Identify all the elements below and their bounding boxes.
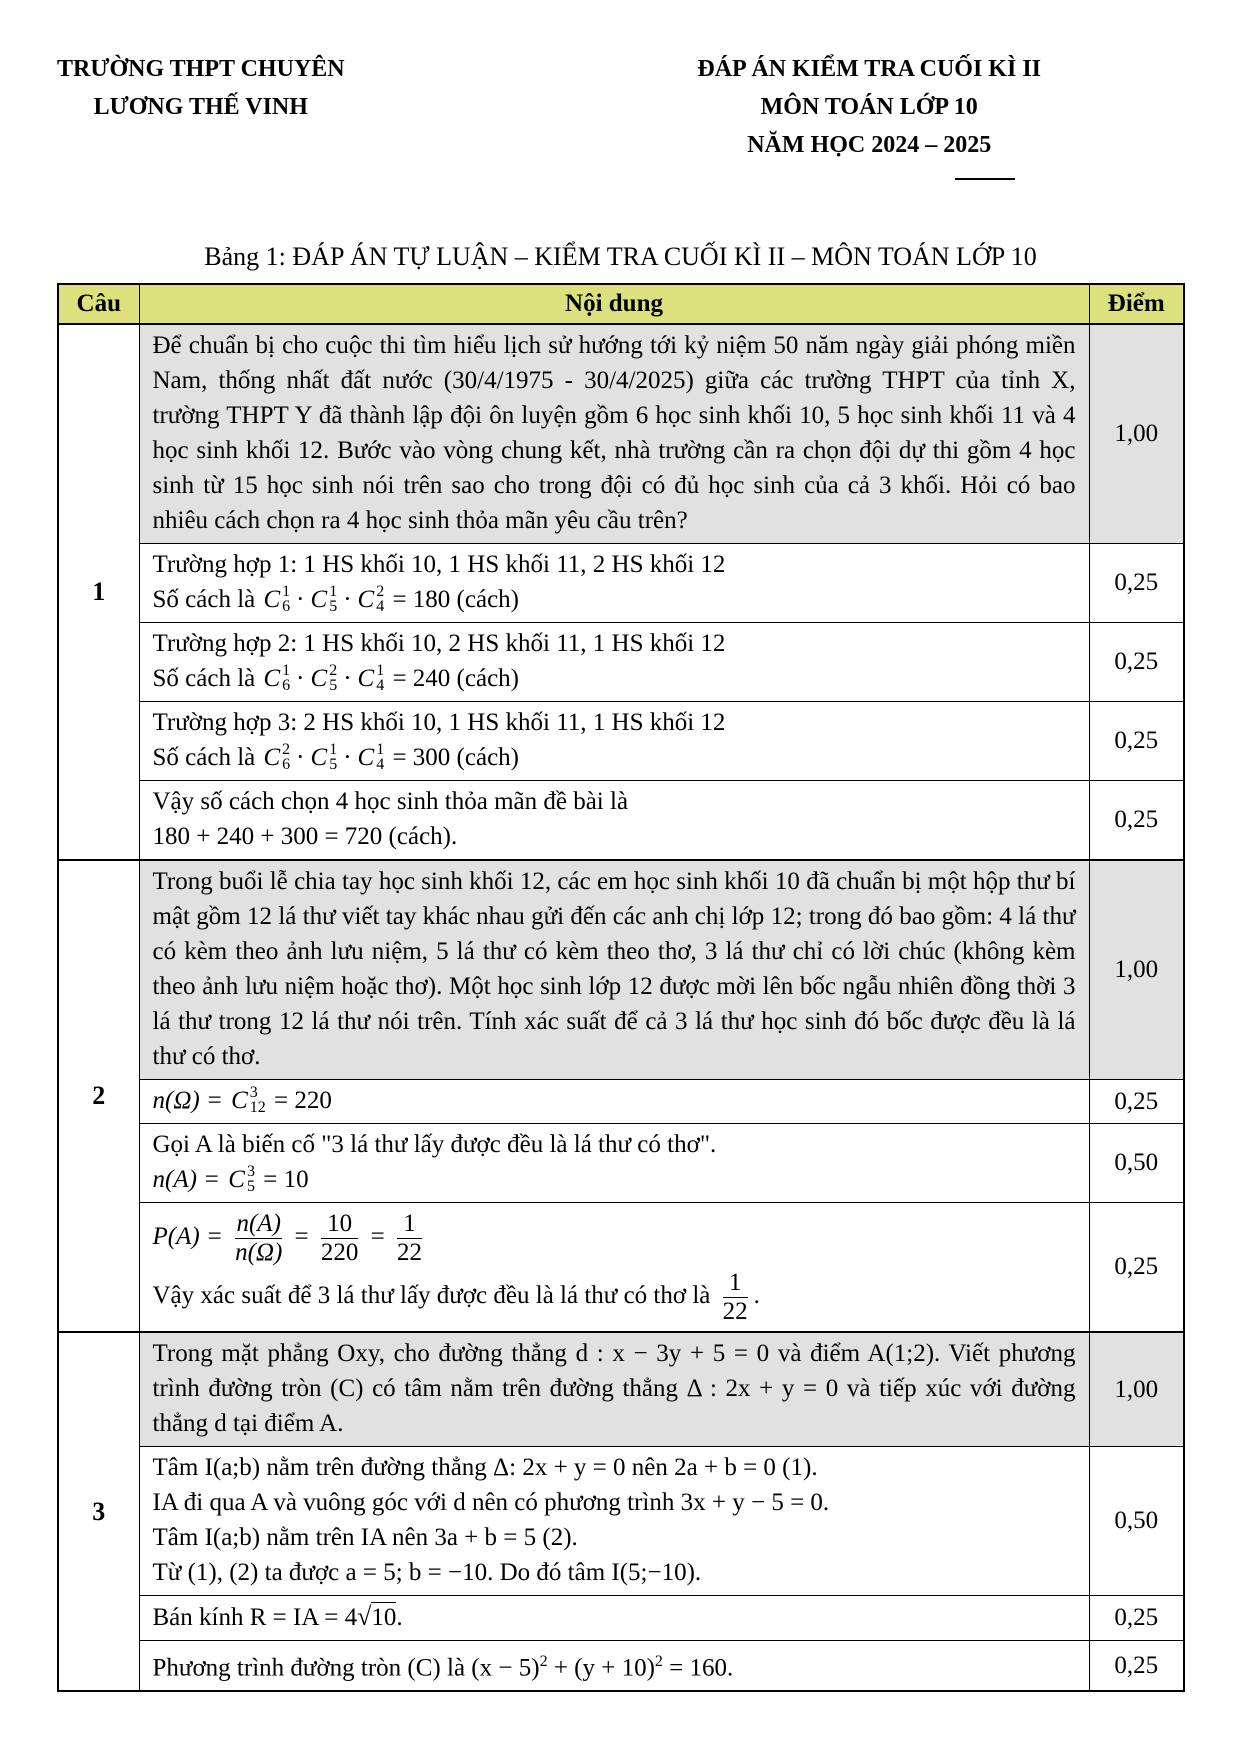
table-row <box>58 1124 1184 1203</box>
multiplication-dot: · <box>343 744 352 771</box>
case-1-points: 0,25 <box>1089 544 1184 623</box>
question-2-statement: Trong buổi lễ chia tay học sinh khối 12, các em học sinh khối 10 đã chuẩn bị một hộp thư bí mật gồm 12 lá thư viết tay khác nhau gửi đến các anh chị lớp 12; trong đó bao gồm: 4 lá thư có kèm theo ảnh lưu niệm, 5 lá thư có kèm theo thơ, 3 lá thư chỉ có lời chúc (không kèm theo ảnh lưu niệm hoặc thơ). Một học sinh lớp 12 được mời lên bốc ngẫu nhiên đồng thời 3 lá thư trong 12 lá thư nói trên. Tính xác suất để cả 3 lá thư học sinh đó bốc được đều là lá thư có thơ. <box>139 860 1089 1080</box>
work-line2: IA đi qua A và vuông góc với d nên có phương trình 3x + y − 5 = 0. <box>152 1489 830 1516</box>
question-1-case-2 <box>139 623 1089 702</box>
eventA-definition: Gọi A là biến cố "3 lá thư lấy được đều là lá thư có thơ". <box>152 1131 717 1158</box>
question-3-number: 3 <box>58 1332 139 1691</box>
question-2-group <box>58 860 1184 1332</box>
conclusion-points: 0,25 <box>1089 781 1184 861</box>
superscript: 2 <box>329 661 338 679</box>
case-1-title: Trường hợp 1: 1 HS khối 10, 1 HS khối 11, 2 HS khối 12 <box>152 551 726 578</box>
subscript: 6 <box>282 597 291 615</box>
question-2-probability-row <box>139 1203 1089 1333</box>
subscript: 4 <box>376 597 385 615</box>
superscript: 1 <box>329 582 338 600</box>
combination-symbol <box>263 661 290 696</box>
circle-equation-mid: + (y + 10) <box>547 1654 655 1682</box>
equals-sign: = <box>370 1223 385 1251</box>
question-1-group <box>58 324 1184 860</box>
question-3-circle-row <box>139 1641 1089 1692</box>
col-header-content: Nội dung <box>139 284 1089 324</box>
combination-letter: C <box>357 665 375 692</box>
period: . <box>396 1604 403 1631</box>
case-3-title: Trường hợp 3: 2 HS khối 10, 1 HS khối 11, 1 HS khối 12 <box>152 709 726 736</box>
subscript: 5 <box>246 1177 255 1195</box>
question-2-number: 2 <box>58 860 139 1332</box>
work-line3: Tâm I(a;b) nằm trên IA nên 3a + b = 5 (2). <box>152 1524 578 1551</box>
table-caption: Bảng 1: ĐÁP ÁN TỰ LUẬN – KIỂM TRA CUỐI KÌ II – MÔN TOÁN LỚP 10 <box>204 242 1037 271</box>
combination-letter: C <box>231 1087 248 1114</box>
combination-symbol <box>358 582 385 617</box>
circle-equation-post: = 160. <box>662 1654 734 1682</box>
numerator: 10 <box>327 1210 353 1237</box>
radius-points: 0,25 <box>1089 1596 1184 1641</box>
superscript: 2 <box>539 1653 548 1670</box>
question-2-omega-row <box>139 1080 1089 1124</box>
multiplication-dot: · <box>296 586 305 613</box>
subscript: 5 <box>329 597 338 615</box>
table-row <box>58 1596 1184 1641</box>
formula-lhs: P(A) = <box>152 1223 223 1251</box>
combination-symbol <box>311 582 338 617</box>
conclusion-text: Vậy xác suất để 3 lá thư lấy được đều là lá thư có thơ là <box>152 1282 711 1310</box>
eventA-points: 0,50 <box>1089 1124 1184 1203</box>
question-1-case-1 <box>139 544 1089 623</box>
case-1-formula <box>153 582 1076 617</box>
divider-rule <box>955 178 1015 180</box>
table-row <box>58 1203 1184 1333</box>
combination-symbol <box>358 661 385 696</box>
case-2-title: Trường hợp 2: 1 HS khối 10, 2 HS khối 11, 1 HS khối 12 <box>152 630 726 657</box>
case-2-formula <box>153 661 1076 696</box>
combination-letter: C <box>357 744 375 771</box>
probability-conclusion <box>153 1269 1076 1326</box>
combination-letter: C <box>310 665 328 692</box>
col-header-question: Câu <box>58 284 139 324</box>
combination-letter: C <box>310 744 328 771</box>
denominator: n(Ω) <box>235 1239 283 1266</box>
case-3-points: 0,25 <box>1089 702 1184 781</box>
denominator: 220 <box>320 1239 359 1266</box>
numerator: 1 <box>728 1269 742 1296</box>
combination-symbol <box>231 1083 266 1118</box>
combination-letter: C <box>228 1166 245 1193</box>
combination-letter: C <box>263 586 281 613</box>
circle-points: 0,25 <box>1089 1641 1184 1692</box>
exam-title-line2: MÔN TOÁN LỚP 10 <box>760 94 978 120</box>
question-1-case-3 <box>139 702 1089 781</box>
formula-prefix: Số cách là <box>152 665 256 692</box>
formula-result: = 300 (cách) <box>392 744 519 771</box>
school-line2: LƯƠNG THẾ VINH <box>93 94 308 120</box>
combination-symbol <box>358 740 385 775</box>
conclusion-line1: Vậy số cách chọn 4 học sinh thỏa mãn đề bài là <box>152 788 629 815</box>
superscript: 1 <box>376 740 385 758</box>
period: . <box>753 1282 760 1310</box>
equals-sign: = <box>294 1223 309 1251</box>
denominator: 22 <box>722 1298 748 1325</box>
superscript: 3 <box>246 1162 255 1180</box>
question-3-statement-points: 1,00 <box>1089 1332 1184 1447</box>
radicand: 10 <box>371 1604 397 1631</box>
question-2-statement-points: 1,00 <box>1089 860 1184 1080</box>
multiplication-dot: · <box>343 665 352 692</box>
school-line1: TRƯỜNG THPT CHUYÊN <box>57 56 345 82</box>
multiplication-dot: · <box>343 586 352 613</box>
exam-title-line3: NĂM HỌC 2024 – 2025 <box>747 132 992 158</box>
question-3-statement: Trong mặt phẳng Oxy, cho đường thẳng d : x − 3y + 5 = 0 và điểm A(1;2). Viết phương trình đường tròn (C) có tâm nằm trên đường thẳng Δ : 2x + y = 0 và tiếp xúc với đường thẳng d tại điểm A. <box>139 1332 1089 1447</box>
fraction <box>235 1210 282 1267</box>
subscript: 5 <box>329 676 338 694</box>
combination-letter: C <box>263 744 281 771</box>
question-1-number: 1 <box>58 324 139 860</box>
superscript: 2 <box>282 740 291 758</box>
combination-letter: C <box>310 586 328 613</box>
question-3-work-row <box>139 1447 1089 1596</box>
formula-lhs: n(Ω) = <box>152 1087 223 1114</box>
superscript: 2 <box>376 582 385 600</box>
exam-title-line1: ĐÁP ÁN KIỂM TRA CUỐI KÌ II <box>697 56 1041 82</box>
formula-result: = 10 <box>263 1166 309 1193</box>
multiplication-dot: · <box>296 665 305 692</box>
conclusion-line2: 180 + 240 + 300 = 720 (cách). <box>152 823 458 850</box>
superscript: 1 <box>282 582 291 600</box>
document-header <box>0 0 1241 180</box>
formula-result: = 240 (cách) <box>392 665 519 692</box>
exam-title-block <box>697 50 1041 180</box>
omega-formula <box>153 1083 1076 1118</box>
question-1-statement: Để chuẩn bị cho cuộc thi tìm hiểu lịch sử hướng tới kỷ niệm 50 năm ngày giải phóng miền Nam, thống nhất đất nước (30/4/1975 - 30/4/2025) giữa các trường THPT của tỉnh X, trường THPT Y đã thành lập đội ôn luyện gồm 6 học sinh khối 10, 5 học sinh khối 11 và 4 học sinh khối 12. Bước vào vòng chung kết, nhà trường cần ra chọn đội dự thi gồm 4 học sinh từ 15 học sinh nói trên sao cho trong đội có đủ học sinh của cả 3 khối. Hỏi có bao nhiêu cách chọn ra 4 học sinh thỏa mãn yêu cầu trên? <box>139 324 1089 544</box>
subscript: 4 <box>376 755 385 773</box>
superscript: 3 <box>249 1083 258 1101</box>
subscript: 6 <box>282 755 291 773</box>
question-3-group <box>58 1332 1184 1691</box>
combination-letter: C <box>357 586 375 613</box>
superscript: 1 <box>282 661 291 679</box>
table-header-row <box>58 284 1184 324</box>
question-1-conclusion <box>139 781 1089 861</box>
table-row <box>58 324 1184 544</box>
question-1-statement-points: 1,00 <box>1089 324 1184 544</box>
probability-formula <box>153 1210 1076 1267</box>
case-3-formula <box>153 740 1076 775</box>
question-3-radius-row <box>139 1596 1089 1641</box>
formula-result: = 220 <box>274 1087 332 1114</box>
question-2-eventA-row <box>139 1124 1089 1203</box>
combination-symbol <box>263 582 290 617</box>
work-line4: Từ (1), (2) ta được a = 5; b = −10. Do đó tâm I(5;−10). <box>152 1559 702 1586</box>
fraction <box>321 1210 359 1267</box>
formula-prefix: Số cách là <box>152 744 256 771</box>
table-row <box>58 544 1184 623</box>
multiplication-dot: · <box>296 744 305 771</box>
table-row <box>58 860 1184 1080</box>
denominator: 22 <box>397 1239 423 1266</box>
combination-symbol <box>311 740 338 775</box>
subscript: 4 <box>376 676 385 694</box>
col-header-points: Điểm <box>1089 284 1184 324</box>
combination-symbol <box>228 1162 255 1197</box>
table-row <box>58 1447 1184 1596</box>
answer-key-table <box>57 283 1185 1692</box>
combination-letter: C <box>263 665 281 692</box>
work-line1: Tâm I(a;b) nằm trên đường thẳng Δ: 2x + y = 0 nên 2a + b = 0 (1). <box>152 1454 818 1481</box>
combination-symbol <box>263 740 290 775</box>
table-row <box>58 702 1184 781</box>
table-row <box>58 1332 1184 1447</box>
table-row <box>58 1641 1184 1692</box>
numerator: 1 <box>403 1210 416 1237</box>
fraction <box>723 1269 748 1326</box>
superscript: 1 <box>329 740 338 758</box>
omega-points: 0,25 <box>1089 1080 1184 1124</box>
table-row <box>58 623 1184 702</box>
sqrt-sign: √ <box>357 1602 372 1631</box>
case-2-points: 0,25 <box>1089 623 1184 702</box>
subscript: 5 <box>329 755 338 773</box>
formula-lhs: n(A) = <box>152 1166 221 1193</box>
work-points: 0,50 <box>1089 1447 1184 1596</box>
numerator: n(A) <box>236 1210 281 1237</box>
subscript: 12 <box>249 1098 266 1116</box>
probability-points: 0,25 <box>1089 1203 1184 1333</box>
subscript: 6 <box>282 676 291 694</box>
table-row <box>58 781 1184 861</box>
radius-text: Bán kính R = IA = 4 <box>152 1604 358 1631</box>
formula-prefix: Số cách là <box>152 586 256 613</box>
table-row <box>58 1080 1184 1124</box>
circle-equation-pre: Phương trình đường tròn (C) là (x − 5) <box>152 1654 540 1682</box>
superscript: 2 <box>654 1653 663 1670</box>
superscript: 1 <box>376 661 385 679</box>
formula-result: = 180 (cách) <box>392 586 519 613</box>
combination-symbol <box>311 661 338 696</box>
school-name-block <box>57 50 345 126</box>
fraction <box>397 1210 422 1267</box>
eventA-formula <box>153 1162 1076 1197</box>
